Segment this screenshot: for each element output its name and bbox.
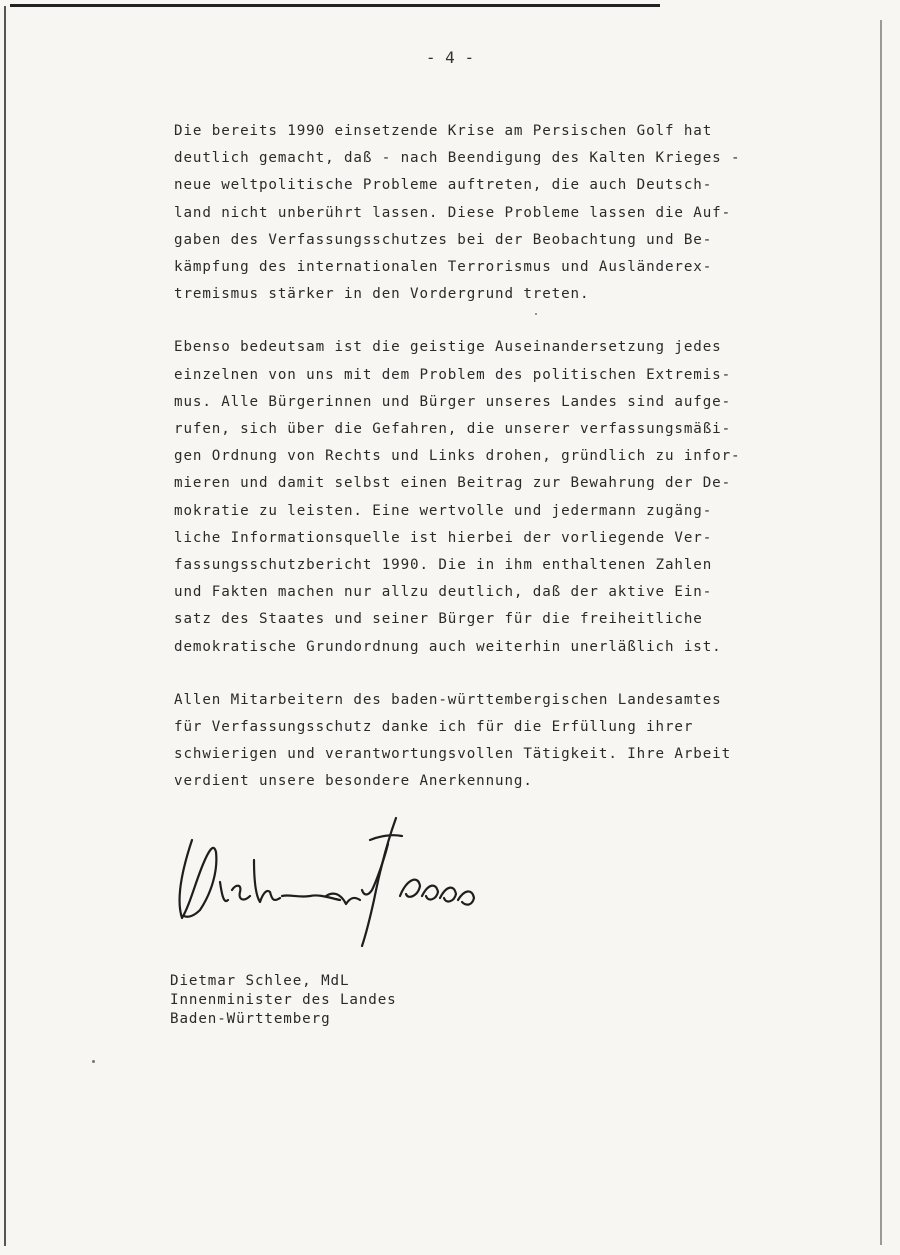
scan-edge-right (880, 20, 882, 1245)
signer-state: Baden-Württemberg (170, 1011, 331, 1027)
signer-block (170, 972, 397, 1029)
signer-name: Dietmar Schlee, MdL (170, 973, 350, 989)
letter-body (174, 118, 834, 822)
scan-speck (92, 1060, 95, 1063)
paragraph-gulf-crisis: Die bereits 1990 einsetzende Krise am Persischen Golf hat deutlich gemacht, daß - nach Beendigung des Kalten Krieges - neue weltpolitische Probleme auftreten, die auch Deutsch- land nicht unberührt lassen. Diese Probleme lassen die Auf- gaben des Verfassungsschutzes bei der Beobachtung und Be- kämpfung des internationalen Terrorismus und Ausländerex- tremismus stärker in den Vordergrund treten. (174, 123, 741, 303)
scan-speck (535, 313, 537, 315)
page-number: - 4 - (425, 48, 475, 67)
handwritten-signature (170, 800, 500, 950)
paragraph-extremism: Ebenso bedeutsam ist die geistige Auseinandersetzung jedes einzelnen von uns mit dem Problem des politischen Extremis- mus. Alle Bürgerinnen und Bürger unseres Landes sind aufge- rufen, sich über die Gefahren, die unserer verfassungsmäßi- gen Ordnung von Rechts und Links drohen, gründlich zu infor- mieren und damit selbst einen Beitrag zur Bewahrung der De- mokratie zu leisten. Eine wertvolle und jedermann zugäng- liche Informationsquelle ist hierbei der vorliegende Ver- fassungsschutzbericht 1990. Die in ihm enthaltenen Zahlen und Fakten machen nur allzu deutlich, daß der aktive Ein- satz des Staates und seiner Bürger für die freiheitliche demokratische Grundordnung auch weiterhin unerläßlich ist. (174, 339, 741, 655)
paragraph-thanks: Allen Mitarbeitern des baden-württembergischen Landesamtes für Verfassungsschutz danke ich für die Erfüllung ihrer schwierigen und verantwortungsvollen Tätigkeit. Ihre Arbeit verdient unsere besondere Anerkennung. (174, 691, 732, 790)
signer-title: Innenminister des Landes (170, 992, 397, 1008)
scan-edge-top (10, 4, 660, 7)
scan-edge-left (4, 6, 6, 1246)
